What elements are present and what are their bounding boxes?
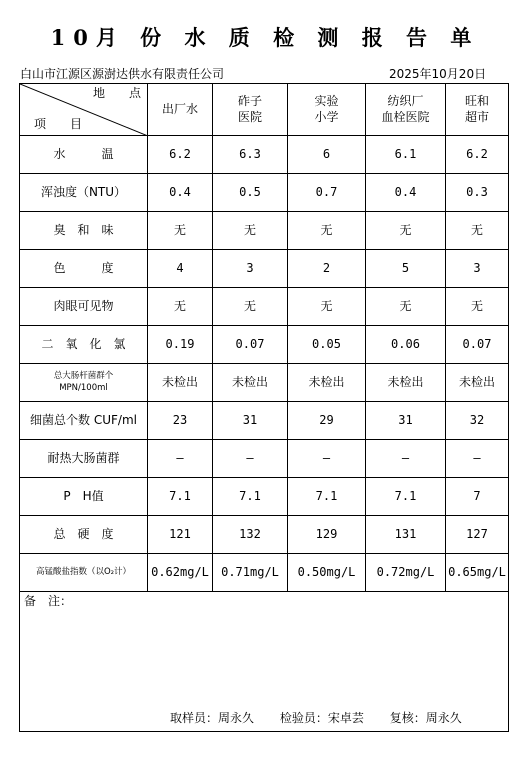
- water-quality-table: [19, 83, 509, 732]
- value-cell: 29: [288, 402, 366, 440]
- item-name-cell: 高锰酸盐指数（以O₂计）: [20, 554, 148, 592]
- item-name-cell: 耐热大肠菌群: [20, 440, 148, 478]
- value-cell: 无: [366, 212, 446, 250]
- location-header-4: 旺和 超市: [446, 84, 509, 136]
- value-cell: 7.1: [288, 478, 366, 516]
- value-cell: 32: [446, 402, 509, 440]
- header-row: [20, 84, 509, 136]
- signers: [170, 711, 462, 727]
- value-cell: 0.19: [148, 326, 213, 364]
- item-name-cell: 色 度: [20, 250, 148, 288]
- sampler-signature: 取样员：周永久: [170, 711, 255, 725]
- value-cell: 未检出: [213, 364, 288, 402]
- item-name-cell: 总 硬 度: [20, 516, 148, 554]
- value-cell: 121: [148, 516, 213, 554]
- value-cell: 31: [366, 402, 446, 440]
- table-row: [20, 364, 509, 402]
- table-row: [20, 174, 509, 212]
- value-cell: 0.72mg/L: [366, 554, 446, 592]
- item-name-cell: 水 温: [20, 136, 148, 174]
- value-cell: 23: [148, 402, 213, 440]
- value-cell: 0.71mg/L: [213, 554, 288, 592]
- location-header-0: 出厂水: [148, 84, 213, 136]
- value-cell: 0.50mg/L: [288, 554, 366, 592]
- value-cell: 未检出: [446, 364, 509, 402]
- value-cell: 3: [446, 250, 509, 288]
- value-cell: 无: [288, 212, 366, 250]
- table-row: [20, 440, 509, 478]
- value-cell: —: [148, 440, 213, 478]
- value-cell: 2: [288, 250, 366, 288]
- corner-header-cell: [20, 84, 148, 136]
- value-cell: 129: [288, 516, 366, 554]
- value-cell: 5: [366, 250, 446, 288]
- value-cell: 31: [213, 402, 288, 440]
- table-row: [20, 402, 509, 440]
- value-cell: 6.3: [213, 136, 288, 174]
- value-cell: 127: [446, 516, 509, 554]
- value-cell: 0.07: [213, 326, 288, 364]
- value-cell: 未检出: [288, 364, 366, 402]
- table-row: [20, 478, 509, 516]
- reviewer-signature: 复核：周永久: [389, 711, 462, 725]
- value-cell: 无: [366, 288, 446, 326]
- item-name-cell: 肉眼可见物: [20, 288, 148, 326]
- value-cell: 无: [446, 288, 509, 326]
- item-name-cell: 总大肠杆菌群个 MPN/100ml: [20, 364, 148, 402]
- value-cell: 无: [446, 212, 509, 250]
- value-cell: 6.1: [366, 136, 446, 174]
- value-cell: 7: [446, 478, 509, 516]
- item-name-cell: 浑浊度（NTU）: [20, 174, 148, 212]
- item-name-cell: 细菌总个数 CUF/ml: [20, 402, 148, 440]
- table-row: [20, 516, 509, 554]
- value-cell: 4: [148, 250, 213, 288]
- value-cell: —: [213, 440, 288, 478]
- value-cell: —: [366, 440, 446, 478]
- table-row: [20, 288, 509, 326]
- value-cell: 0.4: [148, 174, 213, 212]
- value-cell: 0.05: [288, 326, 366, 364]
- location-axis-label: 地 点: [92, 86, 141, 100]
- value-cell: 131: [366, 516, 446, 554]
- value-cell: 0.7: [288, 174, 366, 212]
- value-cell: 0.62mg/L: [148, 554, 213, 592]
- value-cell: 7.1: [148, 478, 213, 516]
- value-cell: 0.5: [213, 174, 288, 212]
- report-date: 2025年10月20日: [389, 67, 487, 81]
- value-cell: 0.06: [366, 326, 446, 364]
- table-row: [20, 554, 509, 592]
- value-cell: 0.4: [366, 174, 446, 212]
- item-name-cell: P H值: [20, 478, 148, 516]
- value-cell: —: [446, 440, 509, 478]
- item-name-cell: 臭 和 味: [20, 212, 148, 250]
- remarks-cell: [20, 592, 509, 732]
- value-cell: —: [288, 440, 366, 478]
- value-cell: 未检出: [366, 364, 446, 402]
- value-cell: 6: [288, 136, 366, 174]
- value-cell: 无: [213, 212, 288, 250]
- value-cell: 7.1: [213, 478, 288, 516]
- table-row: [20, 212, 509, 250]
- value-cell: 无: [288, 288, 366, 326]
- item-name-cell: 二 氧 化 氯: [20, 326, 148, 364]
- value-cell: 无: [148, 212, 213, 250]
- value-cell: 3: [213, 250, 288, 288]
- location-header-3: 纺织厂 血栓医院: [366, 84, 446, 136]
- company-name: 白山市江源区源澍达供水有限责任公司: [20, 67, 225, 81]
- value-cell: 132: [213, 516, 288, 554]
- table-row: [20, 326, 509, 364]
- remarks-row: [20, 592, 509, 732]
- item-axis-label: 项 目: [34, 117, 83, 132]
- value-cell: 未检出: [148, 364, 213, 402]
- value-cell: 0.65mg/L: [446, 554, 509, 592]
- table-row: [20, 250, 509, 288]
- value-cell: 0.07: [446, 326, 509, 364]
- location-header-1: 砟子 医院: [213, 84, 288, 136]
- remarks-label: 备 注：: [24, 594, 73, 608]
- value-cell: 7.1: [366, 478, 446, 516]
- report-title: 10月 份 水 质 检 测 报 告 单: [50, 25, 480, 50]
- table-row: [20, 136, 509, 174]
- value-cell: 无: [148, 288, 213, 326]
- value-cell: 0.3: [446, 174, 509, 212]
- inspector-signature: 检验员：宋卓芸: [279, 711, 364, 725]
- value-cell: 无: [213, 288, 288, 326]
- location-header-2: 实验 小学: [288, 84, 366, 136]
- value-cell: 6.2: [148, 136, 213, 174]
- value-cell: 6.2: [446, 136, 509, 174]
